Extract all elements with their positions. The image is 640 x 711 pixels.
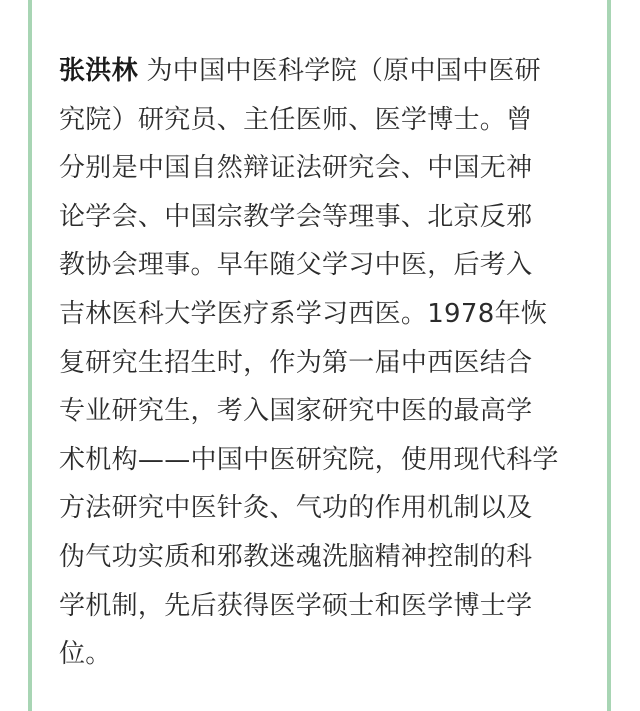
bio-line-2: 究院）研究员、主任医师、医学博士。曾 xyxy=(59,104,533,135)
bio-line-5: 教协会理事。早年随父学习中医，后考入 xyxy=(59,250,533,281)
bio-line-7: 复研究生招生时，作为第一届中西医结合 xyxy=(59,347,533,378)
bio-line-9: 术机构——中国中医研究院，使用现代科学 xyxy=(59,444,559,475)
bio-line-3: 分别是中国自然辩证法研究会、中国无神 xyxy=(59,153,533,184)
left-border-line xyxy=(28,0,32,711)
bio-line-6: 吉林医科大学医疗系学习西医。1978年恢 xyxy=(59,298,548,329)
bio-line-11: 伪气功实质和邪教迷魂洗脑精神控制的科 xyxy=(59,541,533,572)
biography-paragraph xyxy=(59,47,589,679)
bio-line-4: 论学会、中国宗教学会等理事、北京反邪 xyxy=(59,201,533,232)
right-border-line xyxy=(607,0,611,711)
person-name: 张洪林 xyxy=(59,56,138,86)
bio-line-10: 方法研究中医针灸、气功的作用机制以及 xyxy=(59,493,533,524)
bio-line-1 xyxy=(59,47,589,96)
bio-line-8: 专业研究生，考入国家研究中医的最高学 xyxy=(59,396,533,427)
bio-line-12: 学机制，先后获得医学硕士和医学博士学 xyxy=(59,590,533,621)
bio-line-13: 位。 xyxy=(59,639,112,670)
bio-text-1: 为中国中医科学院（原中国中医研 xyxy=(137,56,541,86)
